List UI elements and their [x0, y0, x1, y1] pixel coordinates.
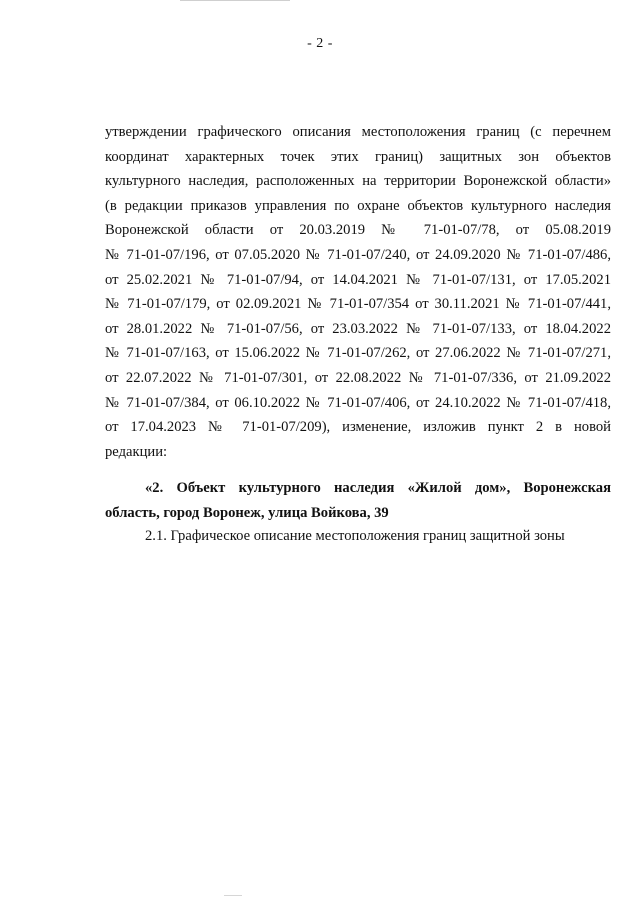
subsection-text: 2.1. Графическое описание местоположения границ защитной зоны: [145, 528, 565, 544]
paragraph-line: № 71-01-07/163, от 15.06.2022 № 71-01-07/262, от 27.06.2022 № 71-01-07/271,: [105, 345, 611, 362]
paragraph-line: утверждении графического описания местоположения границ (с перечнем: [105, 124, 611, 140]
paragraph-line: от 25.02.2021 № 71-01-07/94, от 14.04.2021 № 71-01-07/131, от 17.05.2021: [105, 271, 611, 288]
paragraph-line: от 17.04.2023 № 71-01-07/209), изменение, изложив пункт 2 в новой: [105, 419, 611, 436]
paragraph-line: № 71-01-07/196, от 07.05.2020 № 71-01-07/240, от 24.09.2020 № 71-01-07/486,: [105, 246, 611, 263]
page-number: - 2 -: [307, 36, 333, 51]
scan-edge-line: [180, 0, 290, 1]
scan-bottom-mark: [224, 895, 242, 896]
paragraph-line: (в редакции приказов управления по охране объектов культурного наследия: [105, 197, 611, 214]
paragraph-line: культурного наследия, расположенных на территории Воронежской области»: [105, 173, 611, 190]
section-heading-line: область, город Воронеж, улица Войкова, 39: [105, 504, 389, 521]
paragraph-line: от 22.07.2022 № 71-01-07/301, от 22.08.2022 № 71-01-07/336, от 21.09.2022: [105, 369, 611, 386]
paragraph-line: № 71-01-07/384, от 06.10.2022 № 71-01-07/406, от 24.10.2022 № 71-01-07/418,: [105, 394, 611, 411]
paragraph-line: № 71-01-07/179, от 02.09.2021 № 71-01-07/354 от 30.11.2021 № 71-01-07/441,: [105, 296, 611, 313]
paragraph-line: от 28.01.2022 № 71-01-07/56, от 23.03.2022 № 71-01-07/133, от 18.04.2022: [105, 320, 611, 337]
main-paragraph: [105, 120, 611, 464]
paragraph-line: Воронежской области от 20.03.2019 № 71-01-07/78, от 05.08.2019: [105, 222, 611, 239]
paragraph-line: координат характерных точек этих границ) защитных зон объектов: [105, 148, 611, 165]
section-heading-line: «2. Объект культурного наследия «Жилой дом», Воронежская: [145, 480, 611, 496]
section-heading: [105, 476, 611, 525]
paragraph-line: редакции:: [105, 443, 168, 460]
